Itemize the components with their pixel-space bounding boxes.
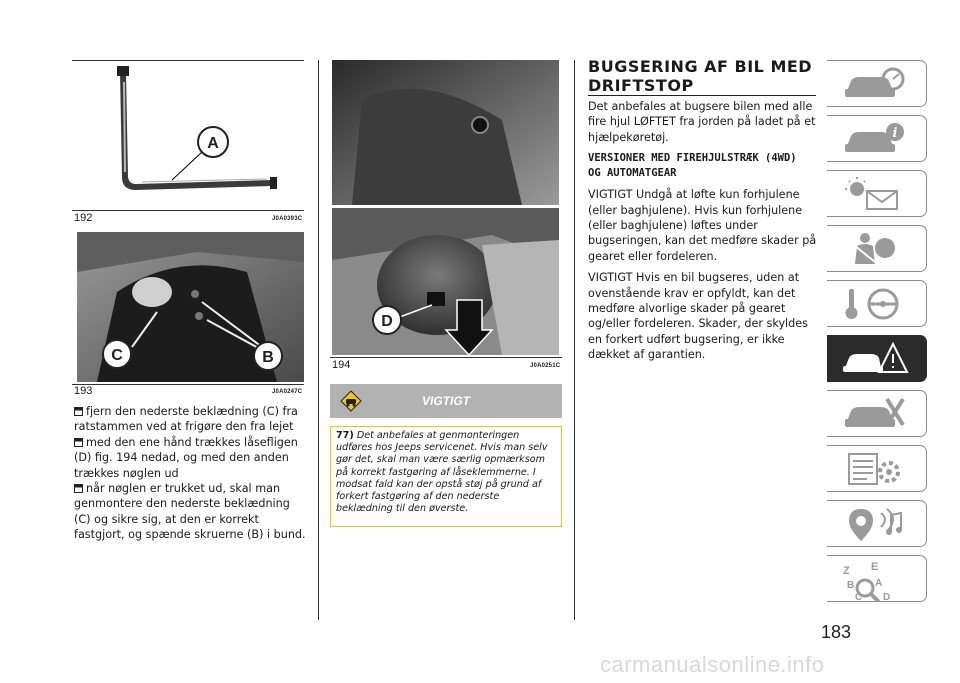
- figure-194-label-d: D: [381, 313, 393, 330]
- step-item: [74, 435, 306, 481]
- heading-underline: [588, 95, 816, 96]
- figure-194-bottom-rule: [330, 357, 562, 358]
- paragraph-1: Det anbefales at bugsere bilen med alle fire hjul LØFTET fra jorden på ladet på et hjælpekøretøj.: [588, 100, 816, 144]
- section-heading-line1: BUGSERING AF BIL MED: [588, 57, 813, 76]
- bullet-icon: [74, 438, 83, 447]
- step-item: [74, 481, 306, 543]
- step-item: [74, 404, 306, 435]
- svg-text:Z: Z: [843, 565, 850, 577]
- figure-192-top-rule: [72, 60, 304, 61]
- figure-194-code: J0A0251C: [530, 363, 561, 369]
- tab-dashboard[interactable]: [827, 60, 927, 107]
- warning-number: 77): [336, 430, 354, 441]
- subheading: [588, 151, 820, 181]
- warning-lights-message-icon: [841, 175, 911, 213]
- section-heading: [588, 57, 818, 95]
- warning-header: [330, 384, 562, 418]
- warning-text: Det anbefales at genmonteringen udføres hos Jeeps servicenet. Hvis man selv gør det, skal man være særlig opmærksom på korrekt fastgøring af låseklemmerne. I modsat fald kan der opstå støj på grund af forkert fastgøring af den nederste beklædning til den øverste.: [336, 430, 548, 515]
- figure-192-code: J0A0393C: [272, 216, 303, 222]
- bullet-icon: [74, 484, 83, 493]
- warning-title: VIGTIGT: [422, 394, 470, 408]
- figure-193-code: J0A0247C: [272, 389, 303, 395]
- tab-safety[interactable]: [827, 225, 927, 272]
- figure-193-bottom-rule: [72, 384, 304, 385]
- emergency-breakdown-icon: [841, 340, 911, 378]
- tab-service[interactable]: [827, 390, 927, 437]
- watermark[interactable]: carmanualsonline.info: [600, 652, 825, 677]
- svg-text:B: B: [847, 580, 855, 591]
- figure-193-number: 193: [74, 385, 93, 397]
- figure-194-number: 194: [332, 359, 351, 371]
- technical-data-icon: [841, 450, 911, 488]
- column-divider-left: [318, 60, 319, 620]
- paragraph-3: VIGTIGT Hvis en bil bugseres, uden at ovenstående krav er opfyldt, kan det medføre alvorlige skader på gearet og/eller fordeleren. Skader, der skyldes en forkert udført bugsering, er ikke dækket af garantien.: [588, 271, 808, 362]
- page-number: 183: [821, 622, 852, 642]
- airbag-seatbelt-icon: [841, 230, 911, 268]
- tab-multimedia[interactable]: [827, 500, 927, 547]
- tab-car-info[interactable]: [827, 115, 927, 162]
- svg-text:A: A: [875, 578, 883, 589]
- tab-index[interactable]: [827, 555, 927, 602]
- step-text: fjern den nederste beklædning (C) fra ratstammen ved at frigøre den fra lejet: [74, 405, 298, 434]
- bullet-icon: [74, 407, 83, 416]
- tab-emergency[interactable]: [827, 335, 927, 382]
- figure-192-label-a: A: [207, 135, 219, 152]
- figure-192-number: 192: [74, 212, 93, 224]
- right-column-text: [588, 99, 820, 363]
- section-heading-line2: DRIFTSTOP: [588, 76, 694, 95]
- svg-text:i: i: [892, 126, 898, 141]
- figure-193-label-c: C: [111, 347, 123, 364]
- step-text: når nøglen er trukket ud, skal man genmontere den nederste beklædning (C) og sikre sig, at den er korrekt fastgjort, og spænde skruerne (B) i bund.: [74, 482, 306, 542]
- svg-text:D: D: [883, 592, 891, 602]
- warning-body: [330, 426, 562, 527]
- svg-text:E: E: [871, 561, 879, 573]
- paragraph-2: VIGTIGT Undgå at løfte kun forhjulene (eller baghjulene). Hvis kun forhjulene (eller baghjulene) løftes under bugseringen, kan det medføre skader på gearet eller fordeleren.: [588, 188, 817, 263]
- tab-starting-driving[interactable]: [827, 280, 927, 327]
- car-dashboard-icon: [841, 65, 911, 103]
- step-text: med den ene hånd trækkes låsefligen (D) fig. 194 nedad, og med den anden trækkes nøglen ud: [74, 435, 298, 480]
- figure-192-illustration: [72, 62, 304, 207]
- multimedia-icon: [841, 505, 911, 543]
- car-service-tools-icon: [841, 395, 911, 433]
- figure-193-label-b: B: [262, 349, 274, 366]
- figure-192-bottom-rule: [72, 210, 304, 211]
- svg-text:C: C: [855, 592, 863, 602]
- subheading-line2: OG AUTOMATGEAR: [588, 167, 677, 180]
- tab-technical-data[interactable]: [827, 445, 927, 492]
- figure-193-photo: [77, 232, 304, 382]
- tab-warning-lights[interactable]: [827, 170, 927, 217]
- car-info-icon: [841, 120, 911, 158]
- subheading-line1: VERSIONER MED FIREHJULSTRÆK (4WD): [588, 152, 797, 165]
- alphabetical-index-icon: [841, 560, 911, 602]
- steps-list: [74, 404, 306, 543]
- starting-driving-icon: [841, 285, 911, 323]
- figure-194-photo: [332, 60, 559, 355]
- column-divider-right: [574, 60, 575, 620]
